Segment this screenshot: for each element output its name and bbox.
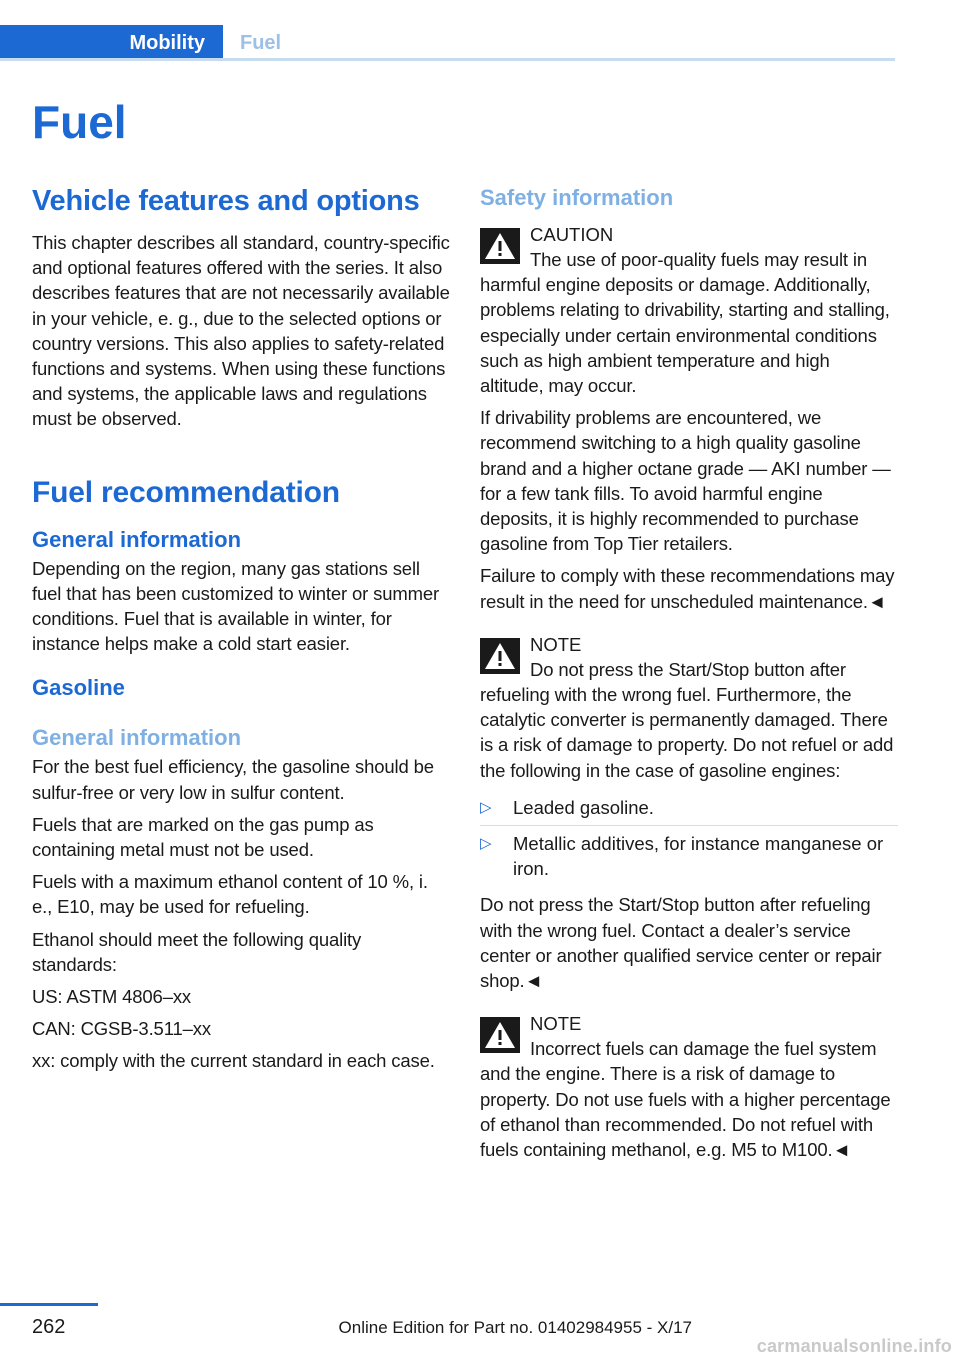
caution-text: The use of poor-quality fuels may result in harmful engine deposits or damage. Additionally, problems relating to drivability, starting and stalling, especially under certain environmental conditions such as high ambient temperature and high altitude, may occur.: [480, 249, 890, 397]
note-followup-text: Do not press the Start/Stop button after refueling with the wrong fuel. Contact a dealer’s service center or another qualified service center or repair shop.◄: [480, 894, 882, 992]
left-column: [32, 180, 450, 1081]
gasoline-paragraph: Fuels that are marked on the gas pump as containing metal must not be used.: [32, 813, 374, 861]
caution-paragraph: Failure to comply with these recommendations may result in the need for unscheduled maintenance.◄: [480, 565, 895, 612]
prohibited-additives-list: [480, 790, 898, 887]
gasoline-paragraph: For the best fuel efficiency, the gasoline should be sulfur-free or very low in sulfur content.: [32, 756, 434, 803]
general-information-text: Depending on the region, many gas stations sell fuel that has been customized to winter or summer conditions. Fuel that is available in winter, for instance helps make a cold start easier.: [32, 557, 440, 655]
heading-fuel-recommendation: Fuel recommendation: [32, 475, 340, 509]
note-text: Incorrect fuels can damage the fuel system and the engine. There is a risk of damage to property. Do not use fuels with a higher percentage of ethanol than recommended. Do not refuel with fuels containing methanol, e.g. M5 to M100.◄: [480, 1038, 891, 1161]
caution-block: [480, 222, 898, 270]
warning-triangle-icon: [480, 1017, 520, 1053]
list-item-text: Metallic additives, for instance manganese or iron.: [513, 833, 884, 880]
heading-vehicle-features: Vehicle features and options: [32, 185, 420, 217]
note-label: NOTE: [530, 1013, 582, 1035]
gasoline-paragraph: Ethanol should meet the following quality standards:: [32, 928, 362, 975]
list-item: [480, 790, 898, 826]
gasoline-paragraph: Fuels with a maximum ethanol content of 10 %, i. e., E10, may be used for refueling.: [32, 871, 428, 918]
footer-rule: [0, 1303, 98, 1306]
right-column: [480, 180, 898, 1169]
list-item-text: Leaded gasoline.: [513, 796, 654, 818]
triangle-bullet-icon: ▷: [480, 835, 492, 853]
note-block: [480, 632, 898, 680]
note-text: Do not press the Start/Stop button after refueling with the wrong fuel. Furthermore, the catalytic converter is permanently damaged. There is a risk of damage to property. Do not refuel or add the following in the case of gasoline engines:: [480, 658, 894, 781]
vehicle-features-text: This chapter describes all standard, country-specific and optional features offered with the series. It also describes features that are not necessarily available in your vehicle, e. g., due to the selected options or country versions. This also applies to safety-related functions and systems. When using these functions and systems, the applicable laws and regulations must be observed.: [32, 232, 450, 430]
list-item: [480, 826, 898, 886]
warning-triangle-icon: [480, 638, 520, 674]
heading-gasoline: Gasoline: [32, 675, 125, 701]
tab-bar-rule: [0, 58, 895, 61]
watermark: carmanualsonline.info: [756, 1336, 952, 1356]
heading-safety-information: Safety information: [480, 185, 674, 210]
gasoline-paragraph: xx: comply with the current standard in each case.: [32, 1050, 435, 1072]
triangle-bullet-icon: ▷: [480, 798, 492, 816]
tab-fuel[interactable]: Fuel: [240, 32, 282, 54]
heading-gasoline-general-information: General information: [32, 725, 242, 751]
warning-triangle-icon: [480, 228, 520, 264]
standard-us: US: ASTM 4806–xx: [32, 986, 192, 1008]
page-number: 262: [32, 1316, 66, 1338]
edition-text: Online Edition for Part no. 01402984955 - X/17: [338, 1318, 692, 1337]
note-block: [480, 1011, 898, 1059]
caution-paragraph: If drivability problems are encountered, we recommend switching to a high quality gasoline brand and a higher octane grade — AKI number — for a few tank fills. To avoid harmful engine deposits, it is highly recommended to purchase gasoline from Top Tier retailers.: [480, 407, 891, 555]
caution-label: CAUTION: [530, 224, 614, 245]
heading-general-information: General information: [32, 526, 242, 552]
standard-can: CAN: CGSB-3.511–xx: [32, 1018, 211, 1040]
note-label: NOTE: [530, 633, 582, 655]
chapter-tab-bar: [0, 25, 895, 61]
page-title: Fuel: [32, 96, 127, 148]
tab-mobility[interactable]: Mobility: [0, 25, 223, 61]
